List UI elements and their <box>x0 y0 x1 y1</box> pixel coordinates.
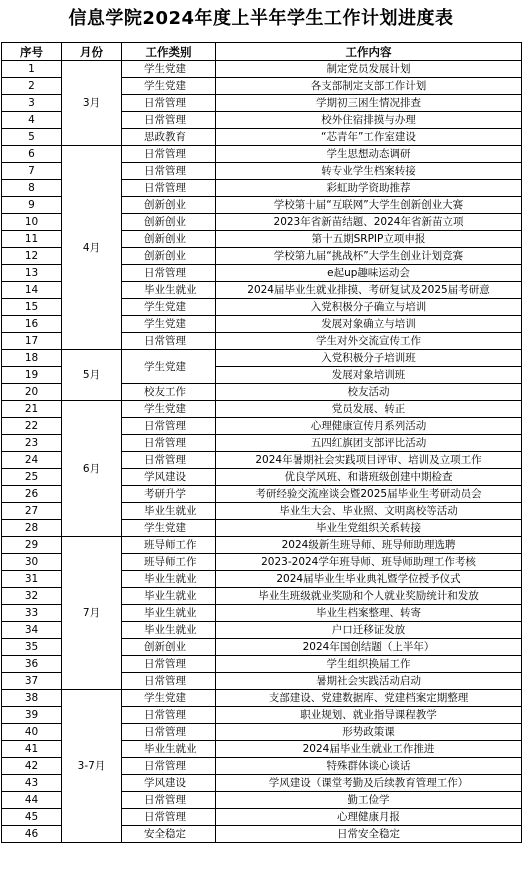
header-idx: 序号 <box>2 43 62 61</box>
category-cell: 日常管理 <box>122 112 216 129</box>
row-index: 41 <box>2 741 62 758</box>
category-cell: 学生党建 <box>122 316 216 333</box>
month-cell: 3-7月 <box>62 690 122 843</box>
row-index: 28 <box>2 520 62 537</box>
content-cell: 考研经验交流座谈会暨2025届毕业生考研动员会 <box>216 486 522 503</box>
table-row <box>2 537 522 554</box>
row-index: 24 <box>2 452 62 469</box>
category-cell: 学风建设 <box>122 469 216 486</box>
month-cell: 4月 <box>62 146 122 350</box>
category-cell: 创新创业 <box>122 214 216 231</box>
content-cell: 心理健康宣传月系列活动 <box>216 418 522 435</box>
content-cell: 日常安全稳定 <box>216 826 522 843</box>
content-cell: 校外住宿排摸与办理 <box>216 112 522 129</box>
content-cell: 2023-2024学年班导师、班导师助理工作考核 <box>216 554 522 571</box>
category-cell: 日常管理 <box>122 180 216 197</box>
row-index: 16 <box>2 316 62 333</box>
category-cell: 日常管理 <box>122 146 216 163</box>
content-cell: 毕业生大会、毕业照、文明离校等活动 <box>216 503 522 520</box>
content-cell: 勤工俭学 <box>216 792 522 809</box>
content-cell: 学风建设（课堂考勤及后续教育管理工作） <box>216 775 522 792</box>
category-cell: 创新创业 <box>122 197 216 214</box>
row-index: 7 <box>2 163 62 180</box>
content-cell: 转专业学生档案转接 <box>216 163 522 180</box>
content-cell: 各支部制定支部工作计划 <box>216 78 522 95</box>
category-cell: 毕业生就业 <box>122 588 216 605</box>
row-index: 15 <box>2 299 62 316</box>
content-cell: 发展对象培训班 <box>216 367 522 384</box>
content-cell: 校友活动 <box>216 384 522 401</box>
row-index: 39 <box>2 707 62 724</box>
content-cell: 彩虹助学资助推荐 <box>216 180 522 197</box>
content-cell: 2024年暑期社会实践项目评审、培训及立项工作 <box>216 452 522 469</box>
content-cell: 职业规划、就业指导课程教学 <box>216 707 522 724</box>
header-row <box>2 43 522 61</box>
category-cell: 毕业生就业 <box>122 503 216 520</box>
table-row <box>2 146 522 163</box>
row-index: 6 <box>2 146 62 163</box>
content-cell: 发展对象确立与培训 <box>216 316 522 333</box>
row-index: 36 <box>2 656 62 673</box>
category-cell: 毕业生就业 <box>122 282 216 299</box>
month-cell: 3月 <box>62 61 122 146</box>
month-cell: 6月 <box>62 401 122 537</box>
content-cell: 毕业生班级就业奖励和个人就业奖励统计和发放 <box>216 588 522 605</box>
header-content: 工作内容 <box>216 43 522 61</box>
content-cell: 毕业生党组织关系转接 <box>216 520 522 537</box>
category-cell: 日常管理 <box>122 435 216 452</box>
category-cell: 考研升学 <box>122 486 216 503</box>
category-cell: 日常管理 <box>122 163 216 180</box>
table-row <box>2 401 522 418</box>
content-cell: 党员发展、转正 <box>216 401 522 418</box>
row-index: 19 <box>2 367 62 384</box>
category-cell: 日常管理 <box>122 418 216 435</box>
page-title: 信息学院2024年度上半年学生工作计划进度表 <box>68 8 454 29</box>
row-index: 34 <box>2 622 62 639</box>
row-index: 9 <box>2 197 62 214</box>
header-month: 月份 <box>62 43 122 61</box>
content-cell: 学校第十届“互联网”大学生创新创业大赛 <box>216 197 522 214</box>
category-cell: 日常管理 <box>122 333 216 350</box>
row-index: 21 <box>2 401 62 418</box>
content-cell: 2023年省新苗结题、2024年省新苗立项 <box>216 214 522 231</box>
content-cell: 学期初三困生情况排查 <box>216 95 522 112</box>
row-index: 8 <box>2 180 62 197</box>
row-index: 20 <box>2 384 62 401</box>
category-cell: 日常管理 <box>122 792 216 809</box>
content-cell: 特殊群体谈心谈话 <box>216 758 522 775</box>
content-cell: 学生组织换届工作 <box>216 656 522 673</box>
row-index: 1 <box>2 61 62 78</box>
content-cell: e起up趣味运动会 <box>216 265 522 282</box>
content-cell: 五四红旗团支部评比活动 <box>216 435 522 452</box>
row-index: 33 <box>2 605 62 622</box>
row-index: 17 <box>2 333 62 350</box>
month-cell: 7月 <box>62 537 122 690</box>
content-cell: 学校第九届“挑战杯”大学生创业计划竞赛 <box>216 248 522 265</box>
row-index: 30 <box>2 554 62 571</box>
category-cell: 日常管理 <box>122 95 216 112</box>
table-row <box>2 690 522 707</box>
content-cell: 支部建设、党建数据库、党建档案定期整理 <box>216 690 522 707</box>
category-cell: 日常管理 <box>122 707 216 724</box>
content-cell: 户口迁移证发放 <box>216 622 522 639</box>
row-index: 23 <box>2 435 62 452</box>
row-index: 14 <box>2 282 62 299</box>
content-cell: 形势政策课 <box>216 724 522 741</box>
content-cell: 入党积极分子确立与培训 <box>216 299 522 316</box>
category-cell: 创新创业 <box>122 248 216 265</box>
category-cell: 学生党建 <box>122 401 216 418</box>
category-cell: 安全稳定 <box>122 826 216 843</box>
content-cell: 暑期社会实践活动启动 <box>216 673 522 690</box>
category-cell: 日常管理 <box>122 724 216 741</box>
content-cell: 2024级新生班导师、班导师助理选聘 <box>216 537 522 554</box>
row-index: 29 <box>2 537 62 554</box>
row-index: 10 <box>2 214 62 231</box>
row-index: 40 <box>2 724 62 741</box>
table-row <box>2 350 522 367</box>
row-index: 18 <box>2 350 62 367</box>
category-cell: 毕业生就业 <box>122 622 216 639</box>
content-cell: 制定党员发展计划 <box>216 61 522 78</box>
category-cell: 学生党建 <box>122 61 216 78</box>
category-cell: 毕业生就业 <box>122 605 216 622</box>
content-cell: 2024届毕业生就业工作推进 <box>216 741 522 758</box>
category-cell: 学生党建 <box>122 690 216 707</box>
content-cell: 学生思想动态调研 <box>216 146 522 163</box>
content-cell: 第十五期SRPIP立项申报 <box>216 231 522 248</box>
content-cell: 毕业生档案整理、转寄 <box>216 605 522 622</box>
content-cell: 优良学风班、和谐班级创建中期检查 <box>216 469 522 486</box>
row-index: 37 <box>2 673 62 690</box>
content-cell: 2024届毕业生就业排摸、考研复试及2025届考研意 <box>216 282 522 299</box>
row-index: 43 <box>2 775 62 792</box>
row-index: 3 <box>2 95 62 112</box>
content-cell: 入党积极分子培训班 <box>216 350 522 367</box>
row-index: 4 <box>2 112 62 129</box>
row-index: 2 <box>2 78 62 95</box>
header-category: 工作类别 <box>122 43 216 61</box>
category-cell: 毕业生就业 <box>122 571 216 588</box>
category-cell: 日常管理 <box>122 656 216 673</box>
row-index: 42 <box>2 758 62 775</box>
category-cell: 校友工作 <box>122 384 216 401</box>
row-index: 22 <box>2 418 62 435</box>
category-cell: 学生党建 <box>122 350 216 384</box>
row-index: 25 <box>2 469 62 486</box>
row-index: 13 <box>2 265 62 282</box>
row-index: 12 <box>2 248 62 265</box>
category-cell: 日常管理 <box>122 758 216 775</box>
row-index: 5 <box>2 129 62 146</box>
content-cell: 2024届毕业生毕业典礼暨学位授予仪式 <box>216 571 522 588</box>
content-cell: 学生对外交流宣传工作 <box>216 333 522 350</box>
row-index: 31 <box>2 571 62 588</box>
row-index: 27 <box>2 503 62 520</box>
row-index: 32 <box>2 588 62 605</box>
category-cell: 日常管理 <box>122 673 216 690</box>
category-cell: 创新创业 <box>122 639 216 656</box>
row-index: 26 <box>2 486 62 503</box>
category-cell: 日常管理 <box>122 265 216 282</box>
category-cell: 学生党建 <box>122 78 216 95</box>
month-cell: 5月 <box>62 350 122 401</box>
content-cell: 心理健康月报 <box>216 809 522 826</box>
category-cell: 学风建设 <box>122 775 216 792</box>
row-index: 38 <box>2 690 62 707</box>
row-index: 44 <box>2 792 62 809</box>
row-index: 35 <box>2 639 62 656</box>
category-cell: 创新创业 <box>122 231 216 248</box>
content-cell: 2024年国创结题（上半年） <box>216 639 522 656</box>
row-index: 46 <box>2 826 62 843</box>
schedule-table <box>1 42 522 843</box>
content-cell: “芯青年”工作室建设 <box>216 129 522 146</box>
category-cell: 日常管理 <box>122 809 216 826</box>
category-cell: 班导师工作 <box>122 554 216 571</box>
table-row <box>2 61 522 78</box>
category-cell: 学生党建 <box>122 520 216 537</box>
category-cell: 思政教育 <box>122 129 216 146</box>
row-index: 11 <box>2 231 62 248</box>
category-cell: 班导师工作 <box>122 537 216 554</box>
category-cell: 学生党建 <box>122 299 216 316</box>
category-cell: 日常管理 <box>122 452 216 469</box>
category-cell: 毕业生就业 <box>122 741 216 758</box>
row-index: 45 <box>2 809 62 826</box>
